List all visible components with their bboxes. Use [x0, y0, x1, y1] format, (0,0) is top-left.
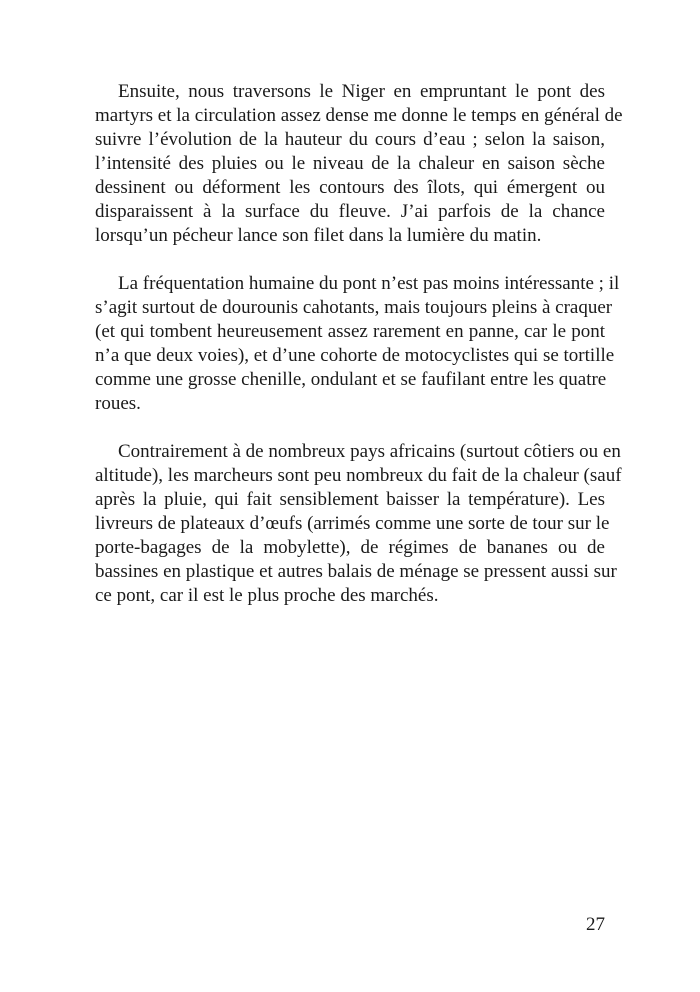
text-line: l’intensité des pluies ou le niveau de la chaleur en saison sèche [95, 153, 605, 174]
text-line: dessinent ou déforment les contours des îlots, qui émergent ou [95, 177, 605, 198]
text-line: n’a que deux voies), et d’une cohorte de motocyclistes qui se tortille [95, 345, 615, 366]
text-line: roues. [95, 393, 141, 414]
text-line: s’agit surtout de dourounis cahotants, mais toujours pleins à craquer [95, 297, 613, 318]
text-line: Contrairement à de nombreux pays africains (surtout côtiers ou en [118, 441, 621, 462]
text-line: altitude), les marcheurs sont peu nombreux du fait de la chaleur (sauf [95, 465, 622, 486]
paragraph-1 [95, 80, 623, 248]
text-line: suivre l’évolution de la hauteur du cours d’eau ; selon la saison, [95, 129, 605, 150]
text-line: martyrs et la circulation assez dense me donne le temps en général de [95, 105, 623, 126]
paragraph-3 [95, 440, 622, 608]
text-line: disparaissent à la surface du fleuve. J’ai parfois de la chance [95, 201, 605, 222]
text-line: Ensuite, nous traversons le Niger en empruntant le pont des [118, 81, 605, 102]
text-line: livreurs de plateaux d’œufs (arrimés comme une sorte de tour sur le [95, 513, 610, 534]
text-line: porte-bagages de la mobylette), de régimes de bananes ou de [95, 537, 605, 558]
paragraph-2 [95, 272, 620, 416]
text-line: La fréquentation humaine du pont n’est pas moins intéressante ; il [118, 273, 620, 294]
text-line: comme une grosse chenille, ondulant et se faufilant entre les quatre [95, 369, 607, 390]
page-number: 27 [586, 914, 605, 935]
text-line: après la pluie, qui fait sensiblement baisser la température). Les [95, 489, 605, 510]
text-line: bassines en plastique et autres balais de ménage se pressent aussi sur [95, 561, 617, 582]
text-line: lorsqu’un pécheur lance son filet dans la lumière du matin. [95, 225, 542, 246]
text-line: ce pont, car il est le plus proche des marchés. [95, 585, 439, 606]
text-line: (et qui tombent heureusement assez rarement en panne, car le pont [95, 321, 605, 342]
